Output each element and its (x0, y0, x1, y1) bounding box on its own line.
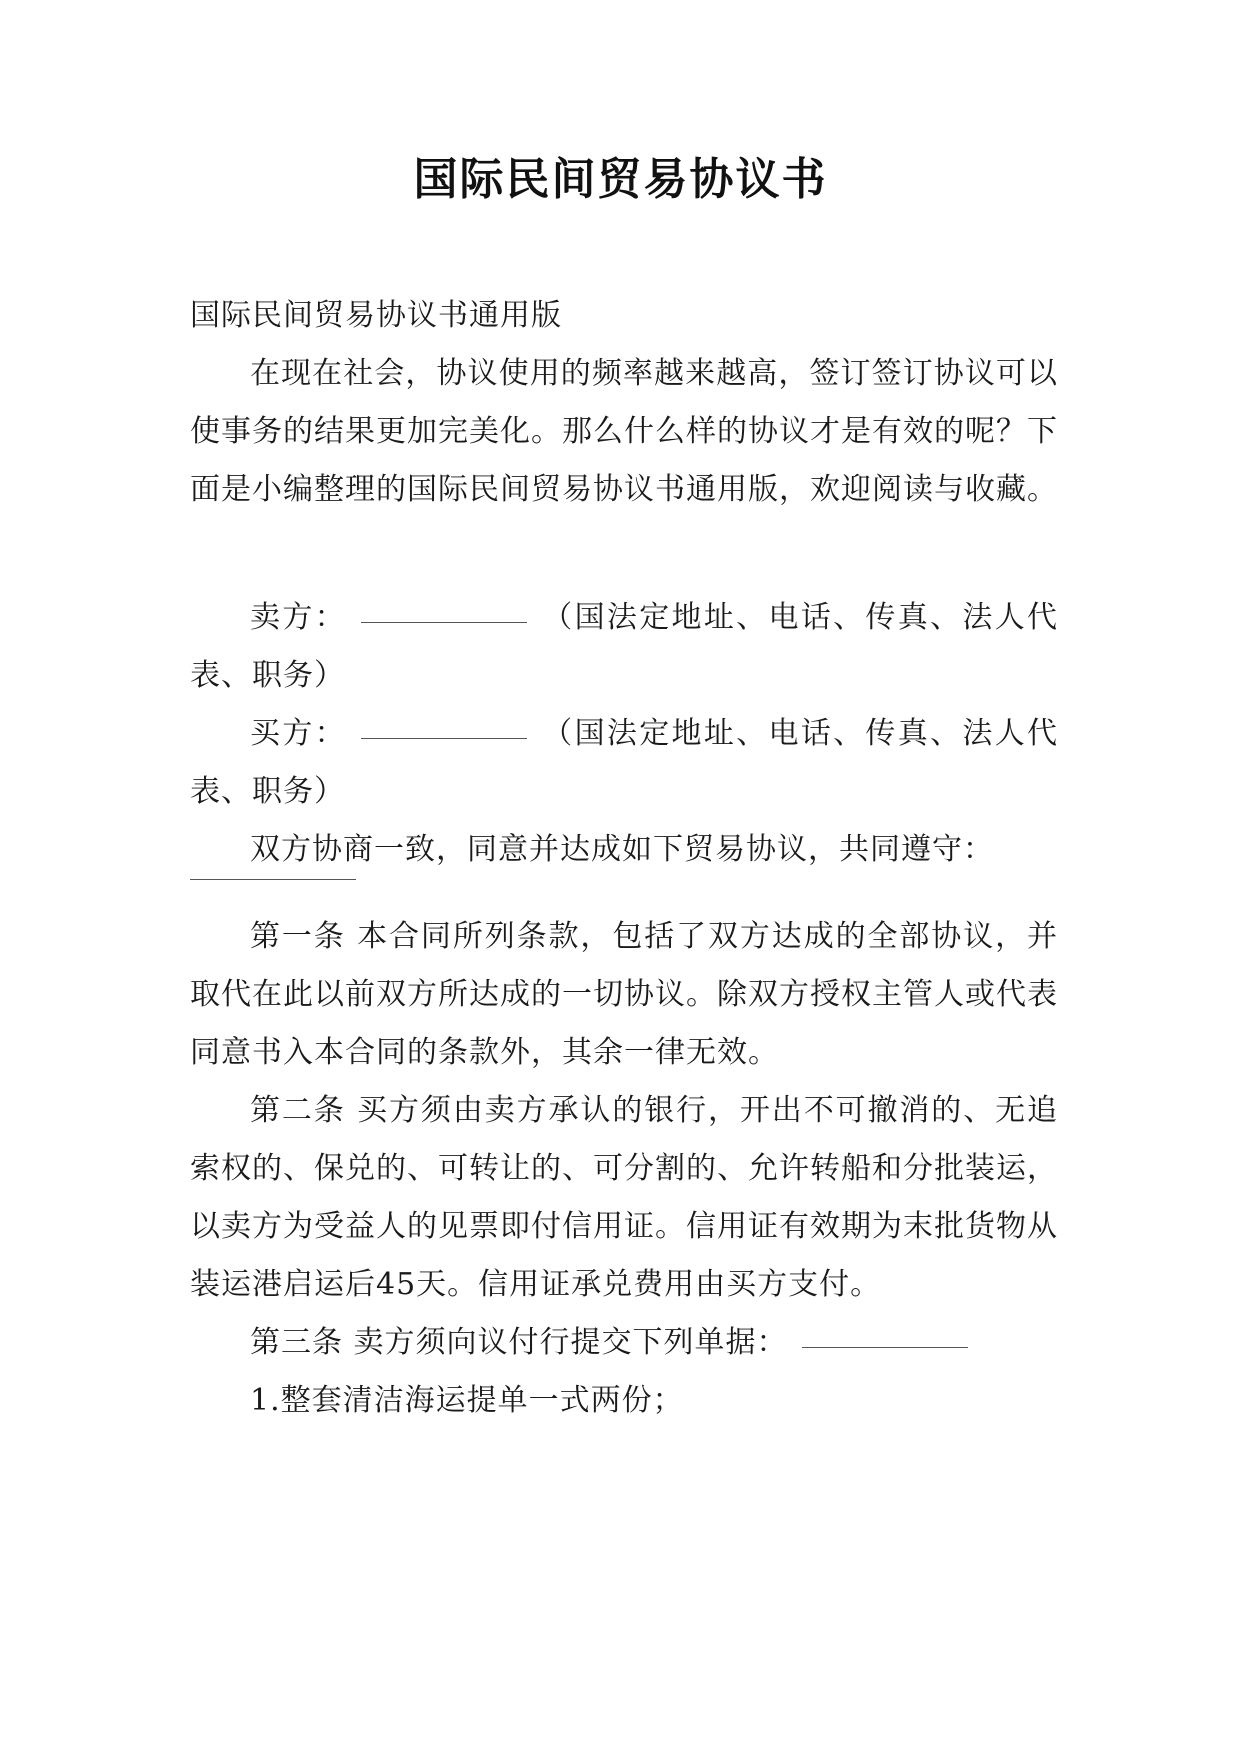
buyer-paragraph (190, 705, 1058, 821)
agreement-blank-line (190, 879, 356, 880)
item-1: 1.整套清洁海运提单一式两份； (250, 1383, 684, 1418)
intro-paragraph: 在现在社会，协议使用的频率越来越高，签订签订协议可以使事务的结果更加完美化。那么什么样的协议才是有效的呢？下面是小编整理的国际民间贸易协议书通用版，欢迎阅读与收藏。 (190, 356, 1058, 507)
seller-note: （国法定地址、电话、传真、法人代表、职务） (190, 600, 1059, 693)
buyer-note: （国法定地址、电话、传真、法人代表、职务） (190, 716, 1059, 809)
seller-paragraph (190, 589, 1058, 705)
seller-blank-line (361, 621, 527, 623)
paragraph-spacer (190, 519, 1058, 589)
article-1: 第一条 本合同所列条款，包括了双方达成的全部协议，并取代在此以前双方所达成的一切协议。除双方授权主管人或代表同意书入本合同的条款外，其余一律无效。 (190, 919, 1058, 1070)
seller-label: 卖方： (250, 600, 347, 635)
article-2: 第二条 买方须由卖方承认的银行，开出不可撤消的、无追索权的、保兑的、可转让的、可分割的、允许转船和分批装运，以卖方为受益人的见票即付信用证。信用证有效期为末批货物从装运港启运后45天。信用证承兑费用由买方支付。 (190, 1093, 1058, 1302)
document-body (190, 287, 1058, 1430)
article-3-blank-line (802, 1346, 968, 1348)
document-title: 国际民间贸易协议书 (413, 154, 828, 205)
article-3 (190, 1314, 1058, 1372)
buyer-label: 买方： (250, 716, 347, 751)
agreement-intro: 双方协商一致，同意并达成如下贸易协议，共同遵守： (250, 832, 994, 867)
buyer-blank-line (361, 737, 527, 739)
article-3-text: 第三条 卖方须向议付行提交下列单据： (250, 1325, 788, 1360)
document-subtitle: 国际民间贸易协议书通用版 (190, 298, 562, 333)
